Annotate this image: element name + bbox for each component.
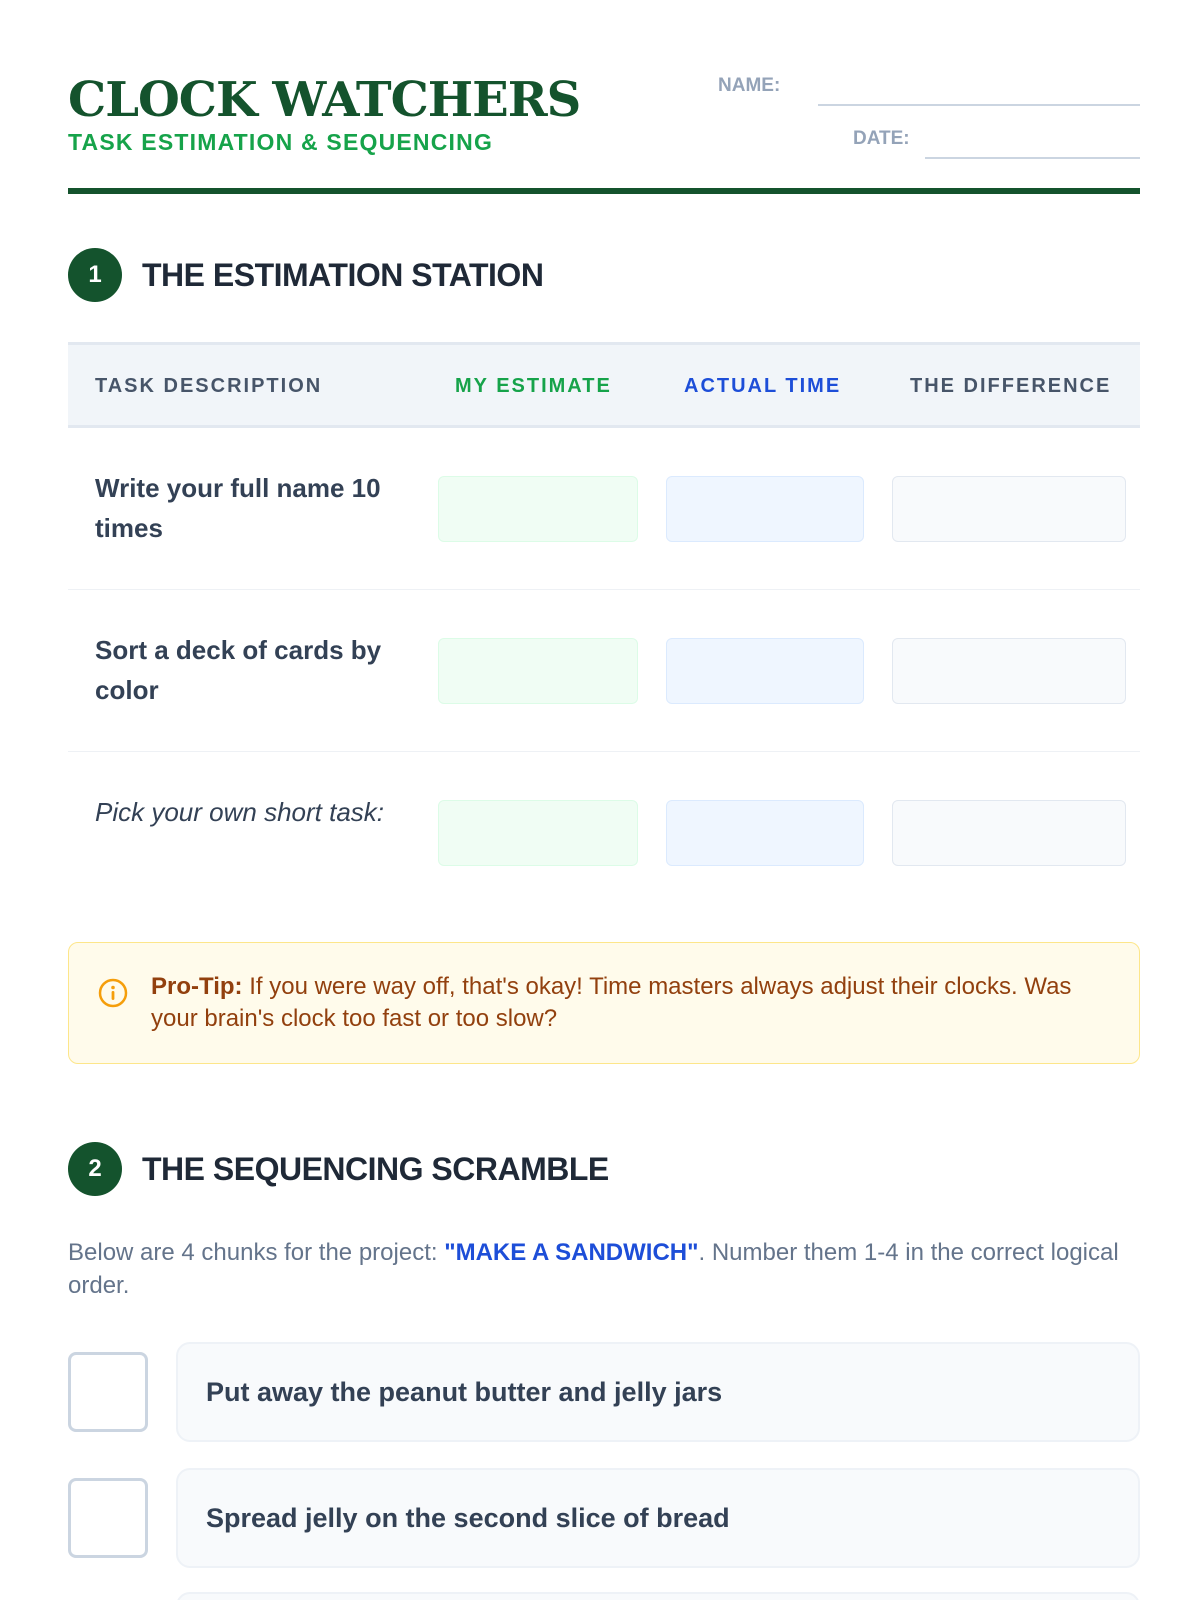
instructions-tail: . Number them 1-4 in the correct logical order. (68, 1239, 1119, 1299)
actual-time-input[interactable] (666, 800, 864, 866)
table-row (68, 590, 1140, 752)
worksheet-subtitle: TASK ESTIMATION & SEQUENCING (68, 129, 494, 155)
actual-time-input[interactable] (666, 476, 864, 542)
project-name: "MAKE A SANDWICH" (444, 1239, 699, 1266)
pro-tip-callout (68, 942, 1140, 1064)
difference-input[interactable] (892, 638, 1126, 704)
date-label: DATE: (853, 128, 910, 149)
table-row (68, 752, 1140, 914)
section-1-header (68, 248, 1140, 302)
task-description: Sort a deck of cards by color (95, 635, 382, 705)
sequence-item (68, 1468, 1140, 1568)
difference-input[interactable] (892, 800, 1126, 866)
date-field[interactable] (925, 157, 1140, 159)
section-title: THE SEQUENCING SCRAMBLE (142, 1151, 609, 1187)
estimate-input[interactable] (438, 476, 638, 542)
estimate-input[interactable] (438, 800, 638, 866)
section-number-badge: 2 (68, 1142, 122, 1196)
order-number-box[interactable] (68, 1352, 148, 1432)
order-number-box[interactable] (68, 1478, 148, 1558)
column-header-actual: ACTUAL TIME (684, 375, 842, 397)
instructions-lead: Below are 4 chunks for the project: (68, 1239, 445, 1266)
table-header (68, 342, 1140, 428)
chunk-text: Put away the peanut butter and jelly jars (206, 1377, 723, 1407)
task-description: Write your full name 10 times (95, 473, 381, 543)
actual-time-input[interactable] (666, 638, 864, 704)
column-header-task: TASK DESCRIPTION (95, 375, 323, 397)
table-row (68, 428, 1140, 590)
column-header-estimate: MY ESTIMATE (455, 375, 612, 397)
task-description: Pick your own short task: (95, 797, 384, 827)
chunk-card (176, 1592, 1140, 1600)
pro-tip-body: If you were way off, that's okay! Time masters always adjust their clocks. Was your brain's clock too fast or too slow? (151, 973, 1072, 1032)
estimate-input[interactable] (438, 638, 638, 704)
sequence-item-partial (68, 1592, 1140, 1600)
pro-tip-text (151, 971, 1111, 1035)
name-label: NAME: (718, 75, 781, 96)
column-header-difference: THE DIFFERENCE (910, 375, 1112, 397)
worksheet-header (68, 70, 1140, 194)
sequence-item (68, 1342, 1140, 1442)
header-divider (68, 188, 1140, 194)
difference-input[interactable] (892, 476, 1126, 542)
section-title: THE ESTIMATION STATION (142, 257, 544, 293)
worksheet-page (68, 0, 1140, 1600)
name-field[interactable] (818, 104, 1140, 106)
chunk-text: Spread jelly on the second slice of bread (206, 1503, 730, 1533)
worksheet-title: CLOCK WATCHERS (68, 72, 581, 128)
pro-tip-label: Pro-Tip: (151, 973, 243, 1000)
info-icon (97, 977, 129, 1009)
section-2-header (68, 1142, 1140, 1196)
chunk-card (176, 1468, 1140, 1568)
chunk-card (176, 1342, 1140, 1442)
section-number-badge: 1 (68, 248, 122, 302)
sequencing-instructions (68, 1236, 1140, 1302)
